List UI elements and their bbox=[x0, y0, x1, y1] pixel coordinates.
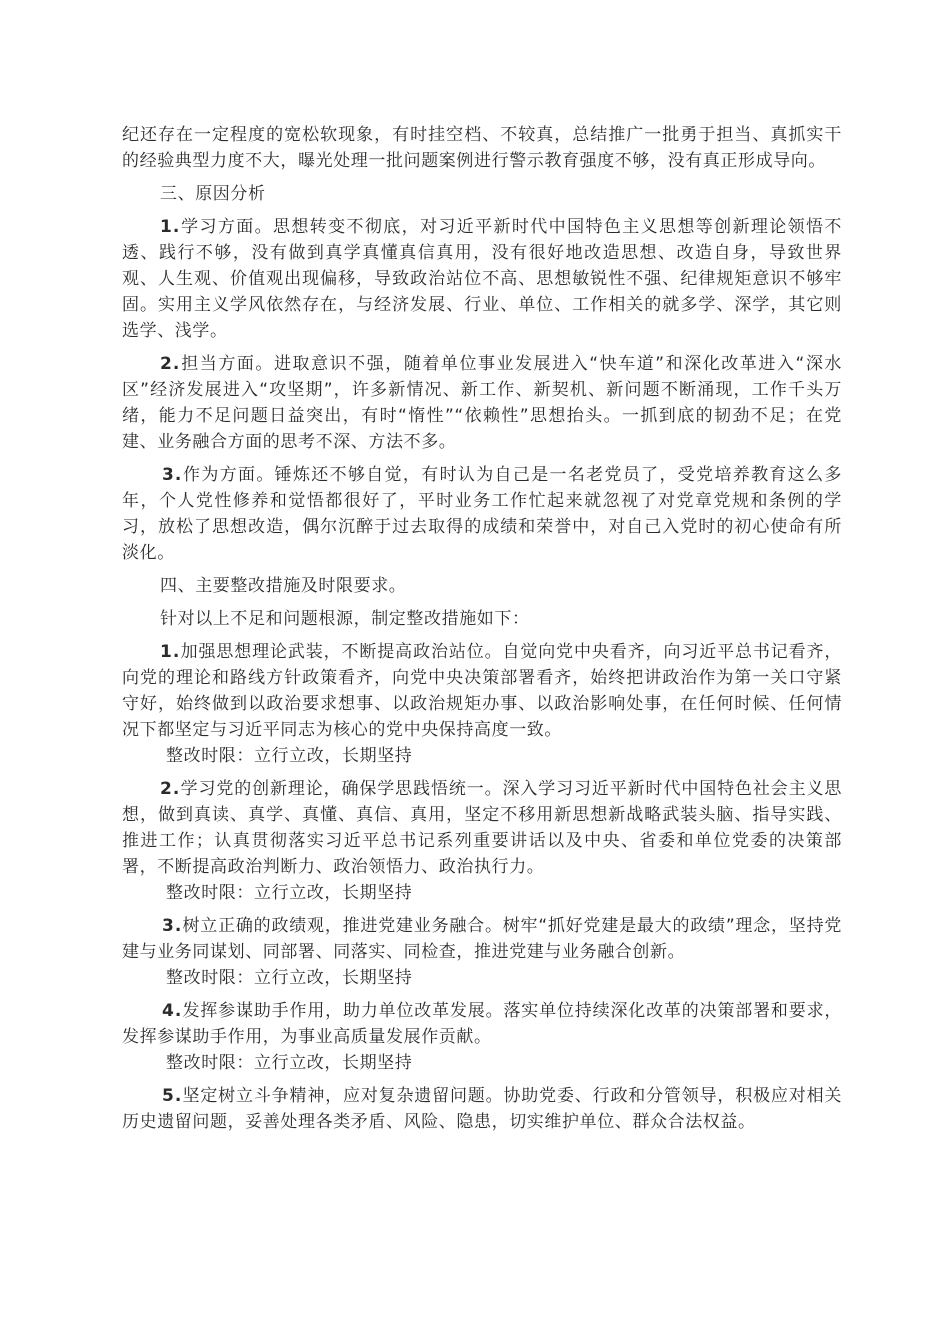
continuation-paragraph: 纪还存在一定程度的宽松软现象，有时挂空档、不较真，总结推广一批勇于担当、真抓实干的经验典型力度不大，曝光处理一批问题案例进行警示教育强度不够，没有真正形成导向。 bbox=[122, 125, 842, 171]
measure-text-4: 发挥参谋助手作用，助力单位改革发展。落实单位持续深化改革的决策部署和要求，发挥参谋助手作用，为事业高质量发展作贡献。 bbox=[122, 1001, 842, 1047]
measure-number-5: 5. bbox=[162, 1086, 183, 1106]
measure-paragraph-4 bbox=[122, 998, 842, 1050]
section-heading-rectification: 四、主要整改措施及时限要求。 bbox=[160, 576, 407, 596]
measure-text-5: 坚定树立斗争精神，应对复杂遗留问题。协助党委、行政和分管领导，积极应对相关历史遗留问题，妥善处理各类矛盾、风险、隐患，切实维护单位、群众合法权益。 bbox=[122, 1086, 842, 1132]
measure-deadline-3: 整改时限：立行立改，长期坚持 bbox=[166, 968, 413, 988]
measure-paragraph-2 bbox=[122, 776, 842, 880]
measure-paragraph-5 bbox=[122, 1083, 842, 1135]
measure-number-2: 2. bbox=[160, 779, 181, 799]
cause-text-3: 作为方面。锤炼还不够自觉，有时认为自己是一名老党员了，受党培养教育这么多年，个人党性修养和觉悟都很好了，平时业务工作忙起来就忽视了对党章党规和条例的学习，放松了思想改造，偶尔沉醉于过去取得的成绩和荣誉中，对自己入党时的初心使命有所淡化。 bbox=[122, 465, 842, 563]
measure-text-3: 树立正确的政绩观，推进党建业务融合。树牢“抓好党建是最大的政绩”理念，坚持党建与业务同谋划、同部署、同落实、同检查，推进党建与业务融合创新。 bbox=[122, 916, 842, 962]
measure-number-1: 1. bbox=[160, 642, 181, 662]
cause-number-1: 1. bbox=[160, 217, 181, 237]
measure-number-4: 4. bbox=[162, 1001, 183, 1021]
cause-paragraph-2 bbox=[122, 351, 842, 455]
measure-deadline-4: 整改时限：立行立改，长期坚持 bbox=[166, 1053, 413, 1073]
cause-paragraph-3 bbox=[122, 462, 842, 566]
measure-paragraph-1 bbox=[122, 639, 842, 743]
document-page bbox=[122, 122, 842, 1135]
section-heading-cause-analysis: 三、原因分析 bbox=[160, 184, 266, 204]
cause-text-1: 学习方面。思想转变不彻底，对习近平新时代中国特色主义思想等创新理论领悟不透、践行不够，没有做到真学真懂真信真用，没有很好地改造思想、改造自身，导致世界观、人生观、价值观出现偏移，导致政治站位不高、思想敏锐性不强、纪律规矩意识不够牢固。实用主义学风依然存在，与经济发展、行业、单位、工作相关的就多学、深学，其它则选学、浅学。 bbox=[122, 217, 842, 341]
measure-text-2: 学习党的创新理论，确保学思践悟统一。深入学习习近平新时代中国特色社会主义思想，做到真读、真学、真懂、真信、真用，坚定不移用新思想新战略武装头脑、指导实践、推进工作；认真贯彻落实习近平总书记系列重要讲话以及中央、省委和单位党委的决策部署，不断提高政治判断力、政治领悟力、政治执行力。 bbox=[122, 779, 842, 877]
cause-number-3: 3. bbox=[162, 465, 183, 485]
measure-paragraph-3 bbox=[122, 913, 842, 965]
cause-number-2: 2. bbox=[160, 354, 181, 374]
measure-deadline-1: 整改时限：立行立改，长期坚持 bbox=[166, 746, 413, 766]
measure-number-3: 3. bbox=[162, 916, 183, 936]
cause-paragraph-1 bbox=[122, 214, 842, 344]
cause-text-2: 担当方面。进取意识不强，随着单位事业发展进入“快车道”和深化改革进入“深水区”经济发展进入“攻坚期”，许多新情况、新工作、新契机、新问题不断涌现，工作千头万绪，能力不足问题日益突出，有时“惰性”“依赖性”思想抬头。一抓到底的韧劲不足；在党建、业务融合方面的思考不深、方法不多。 bbox=[122, 354, 842, 452]
measures-intro: 针对以上不足和问题根源，制定整改措施如下： bbox=[160, 609, 530, 629]
measure-text-1: 加强思想理论武装，不断提高政治站位。自觉向党中央看齐，向习近平总书记看齐，向党的理论和路线方针政策看齐，向党中央决策部署看齐，始终把讲政治作为第一关口守紧守好，始终做到以政治要求想事、以政治规矩办事、以政治影响处事，在任何时候、任何情况下都坚定与习近平同志为核心的党中央保持高度一致。 bbox=[122, 642, 842, 740]
measure-deadline-2: 整改时限：立行立改，长期坚持 bbox=[166, 883, 413, 903]
